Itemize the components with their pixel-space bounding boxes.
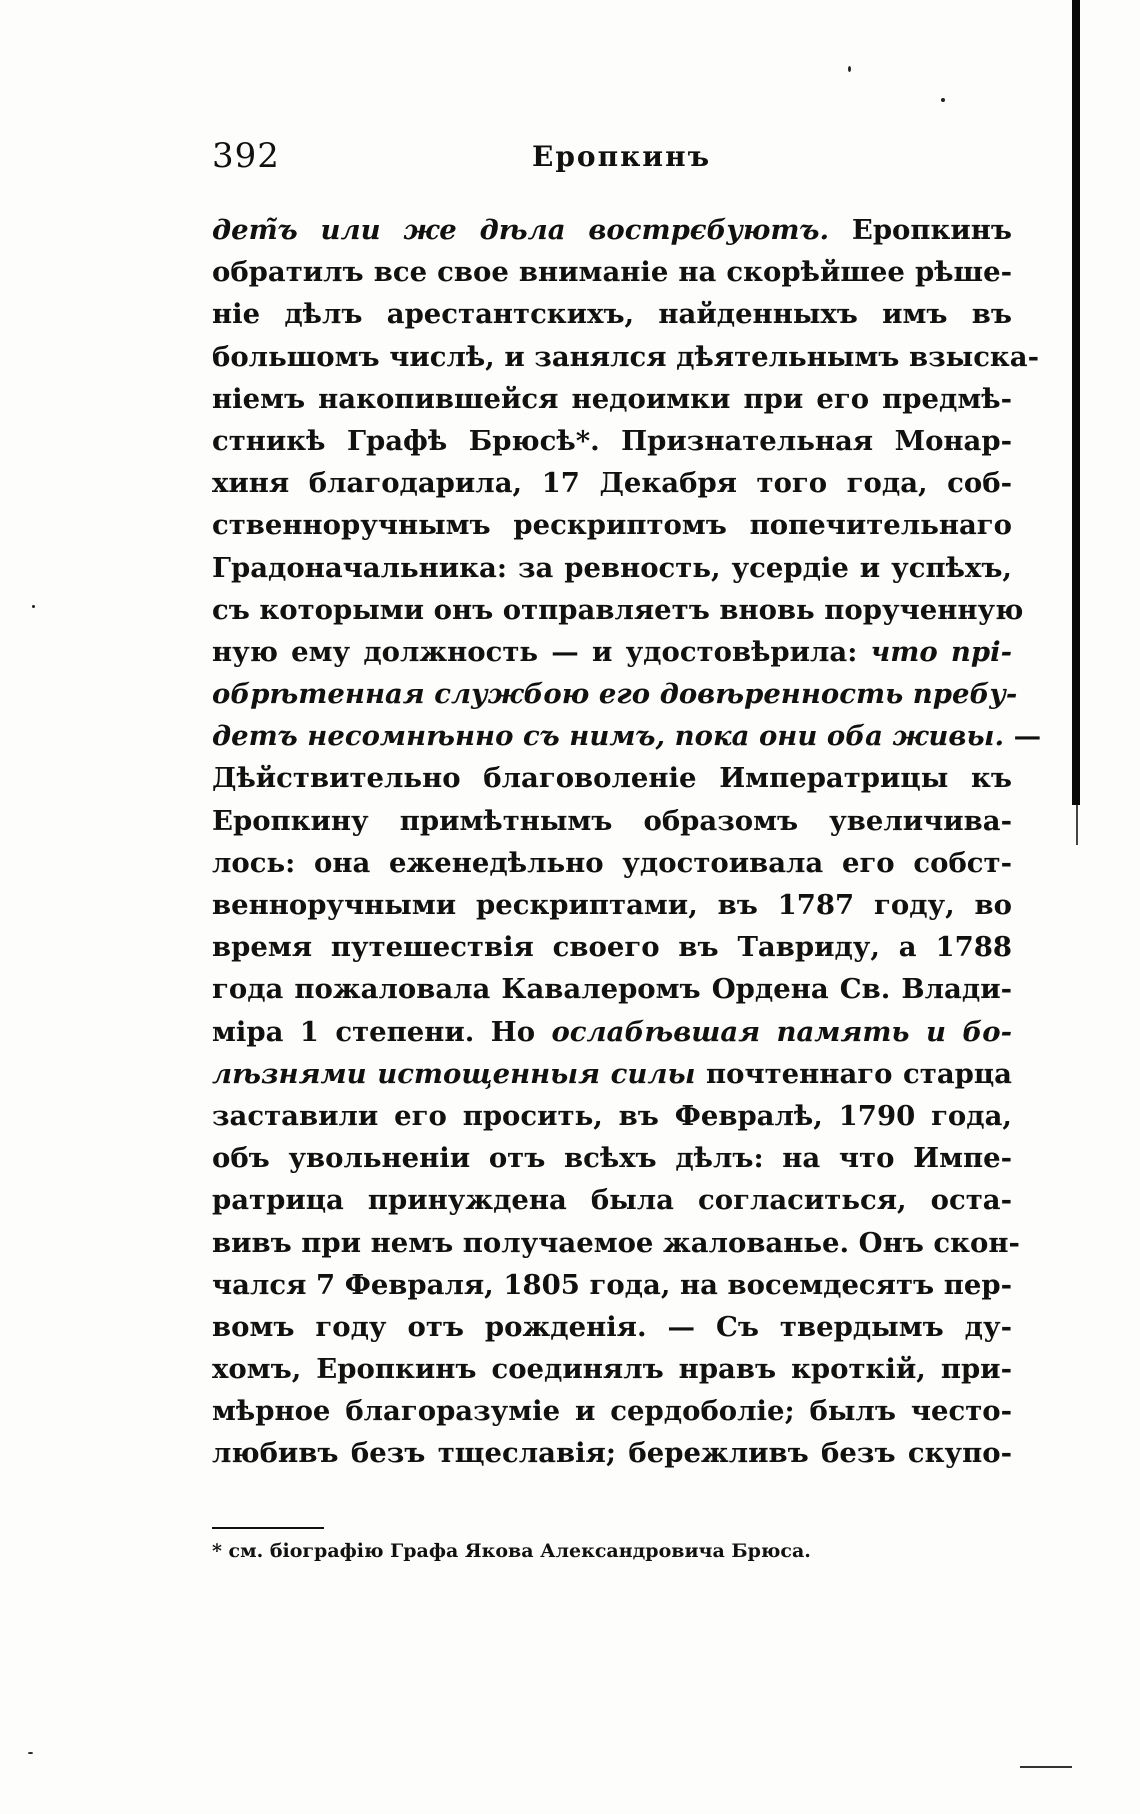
footnote: * см. біографію Графа Якова Александровича Брюса.	[212, 1540, 811, 1562]
text-span: ніемъ накопившейся недоимки при его предмѣ-	[212, 382, 1012, 415]
text-span: ратрица принуждена была согласиться, оста-	[212, 1184, 1012, 1217]
italic-span: ослабѣвшая память и бо-	[535, 1015, 1012, 1048]
text-line	[212, 968, 1012, 1010]
text-line	[212, 462, 1012, 504]
text-span: Дѣйствительно благоволеніе Императрицы къ	[212, 762, 1012, 795]
text-span: ніе дѣлъ арестантскихъ, найденныхъ имъ въ	[212, 298, 1012, 331]
text-line	[212, 1179, 1012, 1221]
text-line	[212, 293, 1012, 335]
text-line	[212, 1432, 1012, 1474]
italic-span: что прі-	[857, 635, 1012, 668]
italic-span: дет̃ъ или же дѣла вострєбуютъ.	[212, 214, 830, 246]
text-line	[212, 547, 1012, 589]
text-span: объ увольненіи отъ всѣхъ дѣлъ: на что Импе-	[212, 1142, 1012, 1175]
text-line	[212, 378, 1012, 420]
scan-speck	[28, 1752, 33, 1754]
text-span: мѣрное благоразуміе и сердоболіе; былъ често-	[212, 1395, 1012, 1428]
text-span: стникѣ Графѣ Брюсѣ*. Признательная Монар-	[212, 424, 1012, 457]
text-span: заставили его просить, въ Февралѣ, 1790 года,	[212, 1099, 1012, 1132]
text-line	[212, 251, 1012, 293]
text-line	[212, 1053, 1012, 1095]
text-line	[212, 800, 1012, 842]
text-line	[212, 884, 1012, 926]
scan-speck	[848, 66, 851, 72]
italic-span: детъ несомнѣнно съ нимъ, пока они оба живы.	[212, 720, 1005, 753]
text-span: міра 1 степени. Но	[212, 1015, 536, 1048]
text-line	[212, 842, 1012, 884]
scan-edge-mark	[1020, 1766, 1072, 1768]
text-line	[212, 209, 1012, 251]
text-line	[212, 926, 1012, 968]
italic-span: лѣзнями истощенныя силы	[212, 1057, 696, 1090]
text-line	[212, 1390, 1012, 1432]
scan-speck	[941, 98, 945, 102]
text-span: почтеннаго старца	[695, 1057, 1012, 1090]
text-line	[212, 715, 1042, 757]
text-span: съ которыми онъ отправляетъ вновь порученную	[212, 593, 1024, 626]
text-span: венноручными рескриптами, въ 1787 году, во	[212, 889, 1012, 921]
page-number: 392	[212, 136, 280, 176]
text-span: Еропкинъ	[829, 214, 1012, 246]
text-line	[212, 1011, 1012, 1053]
text-line	[212, 1264, 1012, 1306]
text-span: лось: она еженедѣльно удостоивала его собст-	[212, 846, 1012, 879]
text-line	[212, 757, 1012, 799]
text-span: года пожаловала Кавалеромъ Ордена Св. Влади-	[212, 973, 1012, 1006]
text-span: Градоначальника: за ревность, усердіе и успѣхъ,	[212, 551, 1012, 584]
page-header	[212, 136, 1002, 186]
page-edge-shadow	[1072, 0, 1080, 805]
footnote-rule	[212, 1527, 324, 1529]
text-line	[212, 1222, 1020, 1264]
running-title: Еропкинъ	[532, 140, 712, 173]
italic-span: обрѣтенная службою его довѣренность пребу-	[212, 678, 1018, 711]
text-span: вомъ году отъ рожденія. — Съ твердымъ ду-	[212, 1310, 1012, 1343]
text-span: хиня благодарила, 17 Декабря того года, соб-	[212, 467, 1012, 500]
text-span: Еропкину примѣтнымъ образомъ увеличива-	[212, 804, 1012, 837]
text-line	[212, 1137, 1012, 1179]
text-line	[212, 420, 1012, 462]
text-line	[212, 1348, 1012, 1390]
text-span: чался 7 Февраля, 1805 года, на восемдесятъ пер-	[212, 1268, 1012, 1301]
text-span: хомъ, Еропкинъ соединялъ нравъ кроткій, при-	[212, 1353, 1012, 1386]
text-line	[212, 589, 1024, 631]
text-span: большомъ числѣ, и занялся дѣятельнымъ взыска-	[212, 340, 1040, 373]
text-line	[212, 631, 1012, 673]
text-span: вивъ при немъ получаемое жалованье. Онъ скон-	[212, 1226, 1020, 1259]
text-span: обратилъ все свое вниманіе на скорѣйшее рѣше-	[212, 256, 1012, 289]
text-span: —	[1004, 720, 1042, 753]
text-line	[212, 673, 1018, 715]
scan-speck	[32, 605, 35, 608]
text-line	[212, 1306, 1012, 1348]
text-span: любивъ безъ тщеславія; бережливъ безъ скупо-	[212, 1437, 1012, 1470]
text-line	[212, 1095, 1012, 1137]
body-text	[212, 209, 1042, 1475]
text-line	[212, 336, 1040, 378]
text-span: ную ему должность — и удостовѣрила:	[212, 635, 858, 668]
text-span: ственноручнымъ рескриптомъ попечительнаго	[212, 509, 1012, 542]
text-line	[212, 504, 1012, 546]
page-edge-shadow-thin	[1076, 805, 1078, 845]
text-span: время путешествія своего въ Тавриду, а 1788	[212, 931, 1012, 964]
